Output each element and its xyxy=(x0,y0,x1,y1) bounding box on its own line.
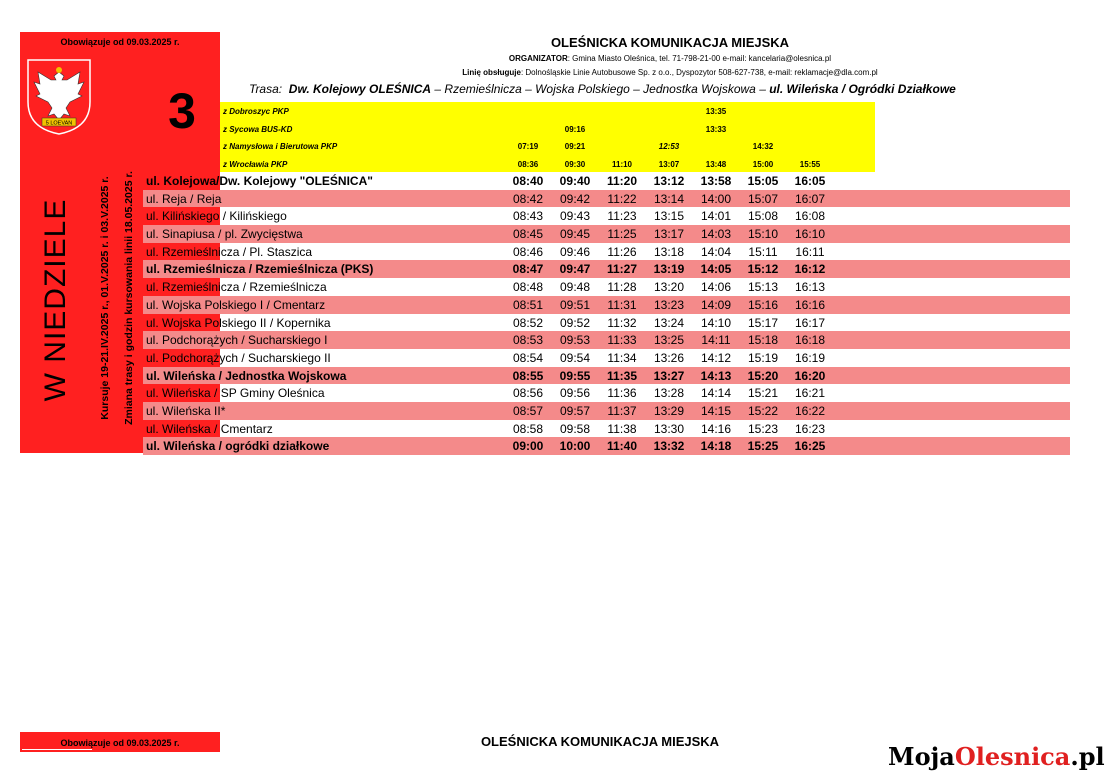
departure-time: 16:05 xyxy=(794,174,826,188)
connection-row xyxy=(220,155,875,173)
connection-time: 13:07 xyxy=(658,159,680,169)
departure-time: 15:16 xyxy=(747,297,779,312)
connection-name: z Dobroszyc PKP xyxy=(223,107,289,116)
table-row xyxy=(143,331,1070,349)
connection-time: 13:35 xyxy=(705,107,727,116)
departure-time: 13:20 xyxy=(653,280,685,295)
departure-time: 09:47 xyxy=(559,262,591,277)
departure-time: 13:24 xyxy=(653,315,685,330)
operator-line: Linię obsługuje: Dolnośląskie Linie Autobusowe Sp. z o.o., Dyspozytor 508-627-738, e-mail: reklamacje@dla.com.pl xyxy=(462,68,878,77)
connection-name: z Wrocławia PKP xyxy=(223,159,288,169)
connections-block xyxy=(220,102,875,172)
note-runs-dates: Kursuje 19-21.IV.2025 r., 01.V.2025 r. i 03.V.2025 r. xyxy=(99,176,111,420)
footer-validity-label: Obowiązuje od 09.03.2025 r. xyxy=(60,738,180,748)
departure-time: 13:18 xyxy=(653,244,685,259)
departure-time: 16:16 xyxy=(794,297,826,312)
table-row xyxy=(143,402,1070,420)
connection-time: 13:48 xyxy=(705,159,727,169)
departure-time: 13:23 xyxy=(653,297,685,312)
departure-time: 14:04 xyxy=(700,244,732,259)
stop-name: ul. Rzemieślnicza / Rzemieślnicza xyxy=(146,280,327,295)
departure-time: 09:57 xyxy=(559,403,591,418)
departure-time: 11:34 xyxy=(607,350,637,365)
table-row xyxy=(143,314,1070,332)
stop-name: ul. Wileńska / SP Gminy Oleśnica xyxy=(146,386,325,401)
departure-time: 08:47 xyxy=(512,262,544,277)
departure-time: 13:25 xyxy=(653,333,685,348)
departure-time: 13:29 xyxy=(653,403,685,418)
departure-time: 15:08 xyxy=(747,209,779,224)
table-row xyxy=(143,207,1070,225)
departure-time: 11:33 xyxy=(607,333,637,348)
footer-red-band xyxy=(20,732,220,752)
departure-time: 14:01 xyxy=(700,209,732,224)
stop-name: ul. Rzemieślnicza / Rzemieślnicza (PKS) xyxy=(146,262,374,277)
departure-time: 16:08 xyxy=(794,209,826,224)
page-title: OLEŚNICKA KOMUNIKACJA MIEJSKA xyxy=(550,35,790,50)
table-row xyxy=(143,349,1070,367)
departure-time: 15:22 xyxy=(747,403,779,418)
departure-time: 15:05 xyxy=(747,174,779,188)
timetable xyxy=(143,172,1070,455)
departure-time: 15:21 xyxy=(747,386,779,401)
departure-time: 13:19 xyxy=(653,262,685,277)
departure-time: 14:10 xyxy=(700,315,732,330)
footer-divider xyxy=(22,749,92,750)
departure-time: 08:43 xyxy=(512,209,544,224)
connection-time: 13:33 xyxy=(705,124,727,134)
connection-time: 14:32 xyxy=(752,142,774,151)
departure-time: 11:40 xyxy=(606,439,638,454)
departure-time: 11:27 xyxy=(606,262,638,277)
stop-name: ul. Kilińskiego / Kilińskiego xyxy=(146,209,287,224)
departure-time: 16:25 xyxy=(794,439,826,454)
table-row xyxy=(143,384,1070,402)
footer-title: OLEŚNICKA KOMUNIKACJA MIEJSKA xyxy=(480,734,720,749)
departure-time: 11:31 xyxy=(607,297,637,312)
departure-time: 11:23 xyxy=(607,209,637,224)
departure-time: 16:18 xyxy=(794,333,826,348)
departure-time: 08:57 xyxy=(512,403,544,418)
connection-time: 15:55 xyxy=(799,159,821,169)
departure-time: 16:23 xyxy=(794,421,826,436)
table-row xyxy=(143,437,1070,455)
departure-time: 11:35 xyxy=(606,368,638,383)
stop-name: ul. Sinapiusa / pl. Zwycięstwa xyxy=(146,227,303,242)
stop-name: ul. Wileńska / Cmentarz xyxy=(146,421,273,436)
departure-time: 09:55 xyxy=(559,368,591,383)
departure-time: 11:37 xyxy=(607,403,637,418)
departure-time: 08:52 xyxy=(512,315,544,330)
day-label: W NIEDZIELE xyxy=(39,198,72,402)
departure-time: 15:20 xyxy=(747,368,779,383)
departure-time: 13:14 xyxy=(653,191,685,206)
stop-name: ul. Rzemieślnicza / Pl. Staszica xyxy=(146,244,313,259)
departure-time: 10:00 xyxy=(559,439,591,454)
departure-time: 16:20 xyxy=(794,368,826,383)
connection-time: 12:53 xyxy=(658,142,680,151)
note-route-change: Zmiana trasy i godzin kursowania linii 18.05.2025 r. xyxy=(123,171,135,425)
departure-time: 15:18 xyxy=(747,333,779,348)
departure-time: 11:22 xyxy=(607,191,637,206)
departure-time: 14:13 xyxy=(700,368,732,383)
table-row xyxy=(143,172,1070,190)
departure-time: 16:21 xyxy=(794,386,826,401)
departure-time: 14:18 xyxy=(700,439,732,454)
departure-time: 13:28 xyxy=(653,386,685,401)
departure-time: 11:38 xyxy=(607,421,637,436)
connection-row xyxy=(220,137,875,155)
table-row xyxy=(143,225,1070,243)
stop-name: ul. Wileńska / Jednostka Wojskowa xyxy=(146,368,347,383)
departure-time: 15:10 xyxy=(747,227,779,242)
departure-time: 14:15 xyxy=(700,403,732,418)
departure-time: 13:27 xyxy=(653,368,685,383)
departure-time: 16:07 xyxy=(794,191,826,206)
connection-name: z Namysłowa i Bierutowa PKP xyxy=(223,142,338,151)
departure-time: 15:12 xyxy=(747,262,779,277)
departure-time: 14:00 xyxy=(700,191,732,206)
connection-time: 07:19 xyxy=(517,142,539,151)
brand-logo[interactable]: MojaOlesnica.pl xyxy=(888,742,1105,771)
departure-time: 11:36 xyxy=(607,386,637,401)
departure-time: 11:32 xyxy=(607,315,637,330)
departure-time: 13:58 xyxy=(700,174,732,188)
departure-time: 08:55 xyxy=(512,368,544,383)
departure-time: 09:53 xyxy=(559,333,591,348)
connection-row xyxy=(220,102,875,120)
departure-time: 08:56 xyxy=(512,386,544,401)
svg-text:5 LOEVAN: 5 LOEVAN xyxy=(45,120,73,127)
connection-time: 09:30 xyxy=(564,159,586,169)
departure-time: 14:05 xyxy=(700,262,732,277)
table-row xyxy=(143,367,1070,385)
departure-time: 09:58 xyxy=(559,421,591,436)
departure-time: 14:11 xyxy=(701,333,731,348)
table-row xyxy=(143,260,1070,278)
departure-time: 13:32 xyxy=(653,439,685,454)
departure-time: 15:07 xyxy=(747,191,779,206)
departure-time: 13:17 xyxy=(653,227,685,242)
stop-name: ul. Podchorążych / Sucharskiego I xyxy=(146,333,328,348)
departure-time: 14:09 xyxy=(700,297,732,312)
departure-time: 08:51 xyxy=(512,297,544,312)
departure-time: 09:46 xyxy=(559,244,591,259)
departure-time: 08:58 xyxy=(512,421,544,436)
stop-name: ul. Wileńska / ogródki działkowe xyxy=(146,439,330,454)
line-number: 3 xyxy=(168,83,196,139)
departure-time: 09:56 xyxy=(559,386,591,401)
departure-time: 09:42 xyxy=(559,191,591,206)
departure-time: 14:06 xyxy=(700,280,732,295)
connection-time: 11:10 xyxy=(611,159,633,169)
departure-time: 08:40 xyxy=(512,174,544,188)
departure-time: 14:12 xyxy=(700,350,732,365)
stop-name: ul. Reja / Reja xyxy=(146,191,222,206)
departure-time: 09:40 xyxy=(559,174,591,188)
departure-time: 09:54 xyxy=(559,350,591,365)
departure-time: 08:53 xyxy=(512,333,544,348)
stop-name: ul. Wojska Polskiego II / Kopernika xyxy=(146,315,331,330)
organizer-line: ORGANIZATOR: Gmina Miasto Oleśnica, tel. 71-798-21-00 e-mail: kancelaria@olesnica.pl xyxy=(508,54,832,63)
connection-time: 09:16 xyxy=(564,124,586,134)
departure-time: 08:48 xyxy=(512,280,544,295)
connection-row xyxy=(220,120,875,138)
departure-time: 14:14 xyxy=(700,386,732,401)
departure-time: 16:17 xyxy=(794,315,826,330)
departure-time: 09:45 xyxy=(559,227,591,242)
departure-time: 13:15 xyxy=(653,209,685,224)
departure-time: 13:30 xyxy=(653,421,685,436)
departure-time: 08:46 xyxy=(512,244,544,259)
departure-time: 16:11 xyxy=(795,244,825,259)
departure-time: 16:19 xyxy=(794,350,826,365)
table-row xyxy=(143,420,1070,438)
departure-time: 14:03 xyxy=(700,227,732,242)
route-description: Trasa: Dw. Kolejowy OLEŚNICA – Rzemieślnicza – Wojska Polskiego – Jednostka Wojskowa – ul. Wileńska / Ogródki Działkowe xyxy=(249,82,956,96)
departure-time: 09:52 xyxy=(559,315,591,330)
departure-time: 16:12 xyxy=(794,262,826,277)
table-row xyxy=(143,243,1070,261)
connection-time: 09:21 xyxy=(564,142,586,151)
departure-time: 11:25 xyxy=(607,227,637,242)
stop-name: ul. Kolejowa/Dw. Kolejowy "OLEŚNICA" xyxy=(146,174,373,188)
departure-time: 16:10 xyxy=(794,227,826,242)
departure-time: 09:48 xyxy=(559,280,591,295)
departure-time: 11:20 xyxy=(606,174,638,188)
departure-time: 15:17 xyxy=(747,315,779,330)
departure-time: 08:45 xyxy=(512,227,544,242)
table-row xyxy=(143,190,1070,208)
stop-name: ul. Wojska Polskiego I / Cmentarz xyxy=(146,297,326,312)
table-row xyxy=(143,296,1070,314)
departure-time: 11:28 xyxy=(607,280,637,295)
table-row xyxy=(143,278,1070,296)
connection-time: 08:36 xyxy=(517,159,539,169)
departure-time: 09:00 xyxy=(512,439,544,454)
city-crest-icon xyxy=(26,58,92,136)
departure-time: 16:22 xyxy=(794,403,826,418)
departure-time: 14:16 xyxy=(700,421,732,436)
departure-time: 16:13 xyxy=(794,280,826,295)
validity-label: Obowiązuje od 09.03.2025 r. xyxy=(60,37,180,47)
departure-time: 13:26 xyxy=(653,350,685,365)
connection-name: z Sycowa BUS-KD xyxy=(223,124,293,134)
departure-time: 15:13 xyxy=(747,280,779,295)
departure-time: 09:43 xyxy=(559,209,591,224)
departure-time: 09:51 xyxy=(559,297,591,312)
departure-time: 15:19 xyxy=(747,350,779,365)
departure-time: 15:23 xyxy=(747,421,779,436)
departure-time: 08:42 xyxy=(512,191,544,206)
departure-time: 08:54 xyxy=(512,350,544,365)
stop-name: ul. Wileńska II* xyxy=(146,403,226,418)
departure-time: 15:11 xyxy=(748,244,778,259)
stop-name: ul. Podchorążych / Sucharskiego II xyxy=(146,350,331,365)
departure-time: 13:12 xyxy=(653,174,685,188)
departure-time: 11:26 xyxy=(607,244,637,259)
connection-time: 15:00 xyxy=(752,159,774,169)
departure-time: 15:25 xyxy=(747,439,779,454)
